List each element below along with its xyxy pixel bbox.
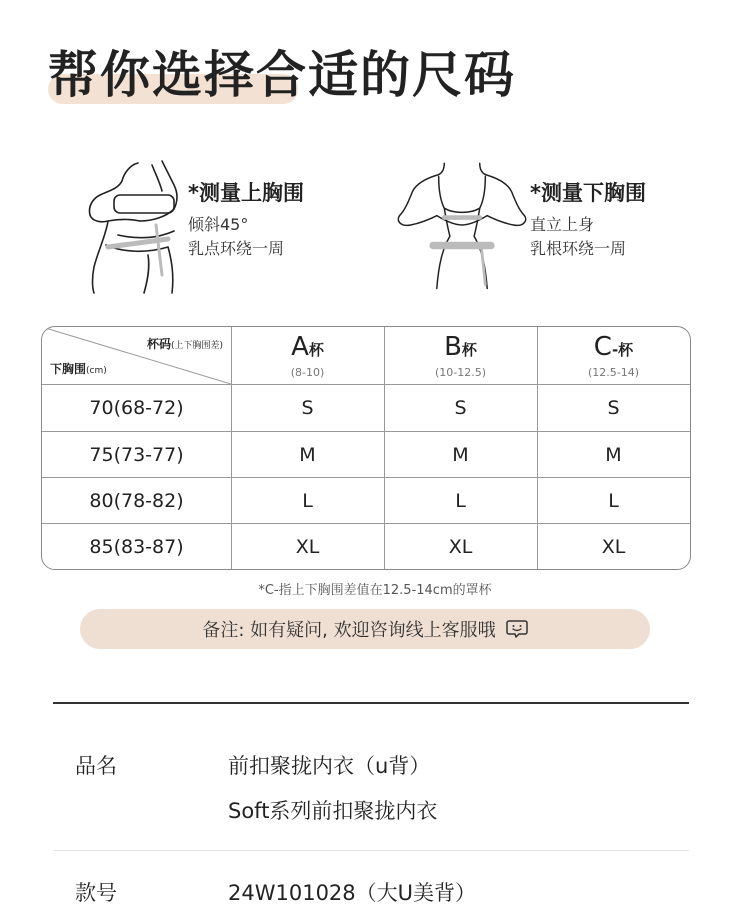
customer-service-note bbox=[80, 609, 650, 649]
table-divider bbox=[537, 327, 538, 569]
size-cell: S bbox=[607, 397, 620, 419]
lower-bust-title: *测量下胸围 bbox=[530, 181, 646, 205]
band-size-cell: 75(73-77) bbox=[89, 443, 184, 466]
lower-bust-figure-icon bbox=[392, 155, 532, 295]
table-divider bbox=[231, 327, 232, 569]
page-title: 帮你选择合适的尺码 bbox=[48, 46, 516, 104]
upper-bust-line2: 乳点环绕一周 bbox=[188, 239, 285, 258]
size-cell: S bbox=[454, 397, 467, 419]
size-cell: XL bbox=[448, 535, 473, 558]
table-header-row bbox=[42, 327, 690, 384]
product-name-line2: Soft系列前扣聚拢内衣 bbox=[228, 799, 438, 823]
band-size-cell: 70(68-72) bbox=[89, 397, 184, 419]
band-size-cell: 80(78-82) bbox=[89, 489, 184, 512]
product-code-value: 24W101028（大U美背） bbox=[228, 881, 477, 905]
table-row bbox=[42, 524, 690, 569]
size-cell: M bbox=[452, 443, 469, 466]
table-footnote: *C-指上下胸围差值在12.5-14cm的罩杯 bbox=[258, 583, 492, 598]
cup-header-b: B杯 (10-12.5) bbox=[434, 331, 487, 379]
section-divider bbox=[53, 702, 689, 704]
lower-bust-line1: 直立上身 bbox=[530, 215, 595, 234]
table-row bbox=[42, 432, 690, 477]
table-row bbox=[42, 478, 690, 523]
cup-header-c: C-杯 (12.5-14) bbox=[587, 331, 640, 379]
size-cell: L bbox=[302, 489, 313, 512]
size-cell: L bbox=[608, 489, 619, 512]
lower-bust-line2: 乳根环绕一周 bbox=[530, 239, 627, 258]
note-text: 备注: 如有疑问, 欢迎咨询线上客服哦 bbox=[202, 620, 496, 641]
upper-bust-title: *测量上胸围 bbox=[188, 181, 304, 205]
lower-bust-text bbox=[530, 177, 646, 261]
table-divider bbox=[384, 327, 385, 569]
table-divider bbox=[42, 477, 690, 478]
product-name-label: 品名 bbox=[75, 754, 117, 778]
row-divider bbox=[53, 850, 689, 851]
product-code-label: 款号 bbox=[75, 881, 117, 905]
upper-bust-text bbox=[188, 177, 304, 261]
chat-smile-icon bbox=[506, 619, 528, 639]
size-cell: M bbox=[605, 443, 622, 466]
corner-top-label: 杯码(上下胸围差) bbox=[146, 337, 223, 351]
table-row bbox=[42, 385, 690, 431]
size-cell: S bbox=[301, 397, 314, 419]
corner-bottom-label: 下胸围(cm) bbox=[50, 362, 107, 376]
size-cell: M bbox=[299, 443, 316, 466]
band-size-cell: 85(83-87) bbox=[89, 535, 184, 558]
measure-lower-bust bbox=[392, 155, 712, 295]
table-divider bbox=[42, 523, 690, 524]
title-block bbox=[48, 40, 608, 110]
size-cell: XL bbox=[295, 535, 320, 558]
size-cell: L bbox=[455, 489, 466, 512]
cup-header-a: A杯 (8-10) bbox=[290, 331, 325, 379]
measure-upper-bust bbox=[78, 155, 378, 295]
table-divider bbox=[42, 384, 690, 385]
size-cell: XL bbox=[601, 535, 626, 558]
upper-bust-line1: 倾斜45° bbox=[188, 215, 249, 234]
product-name-line1: 前扣聚拢内衣（u背） bbox=[228, 754, 431, 778]
table-divider bbox=[42, 431, 690, 432]
size-table bbox=[41, 326, 691, 570]
